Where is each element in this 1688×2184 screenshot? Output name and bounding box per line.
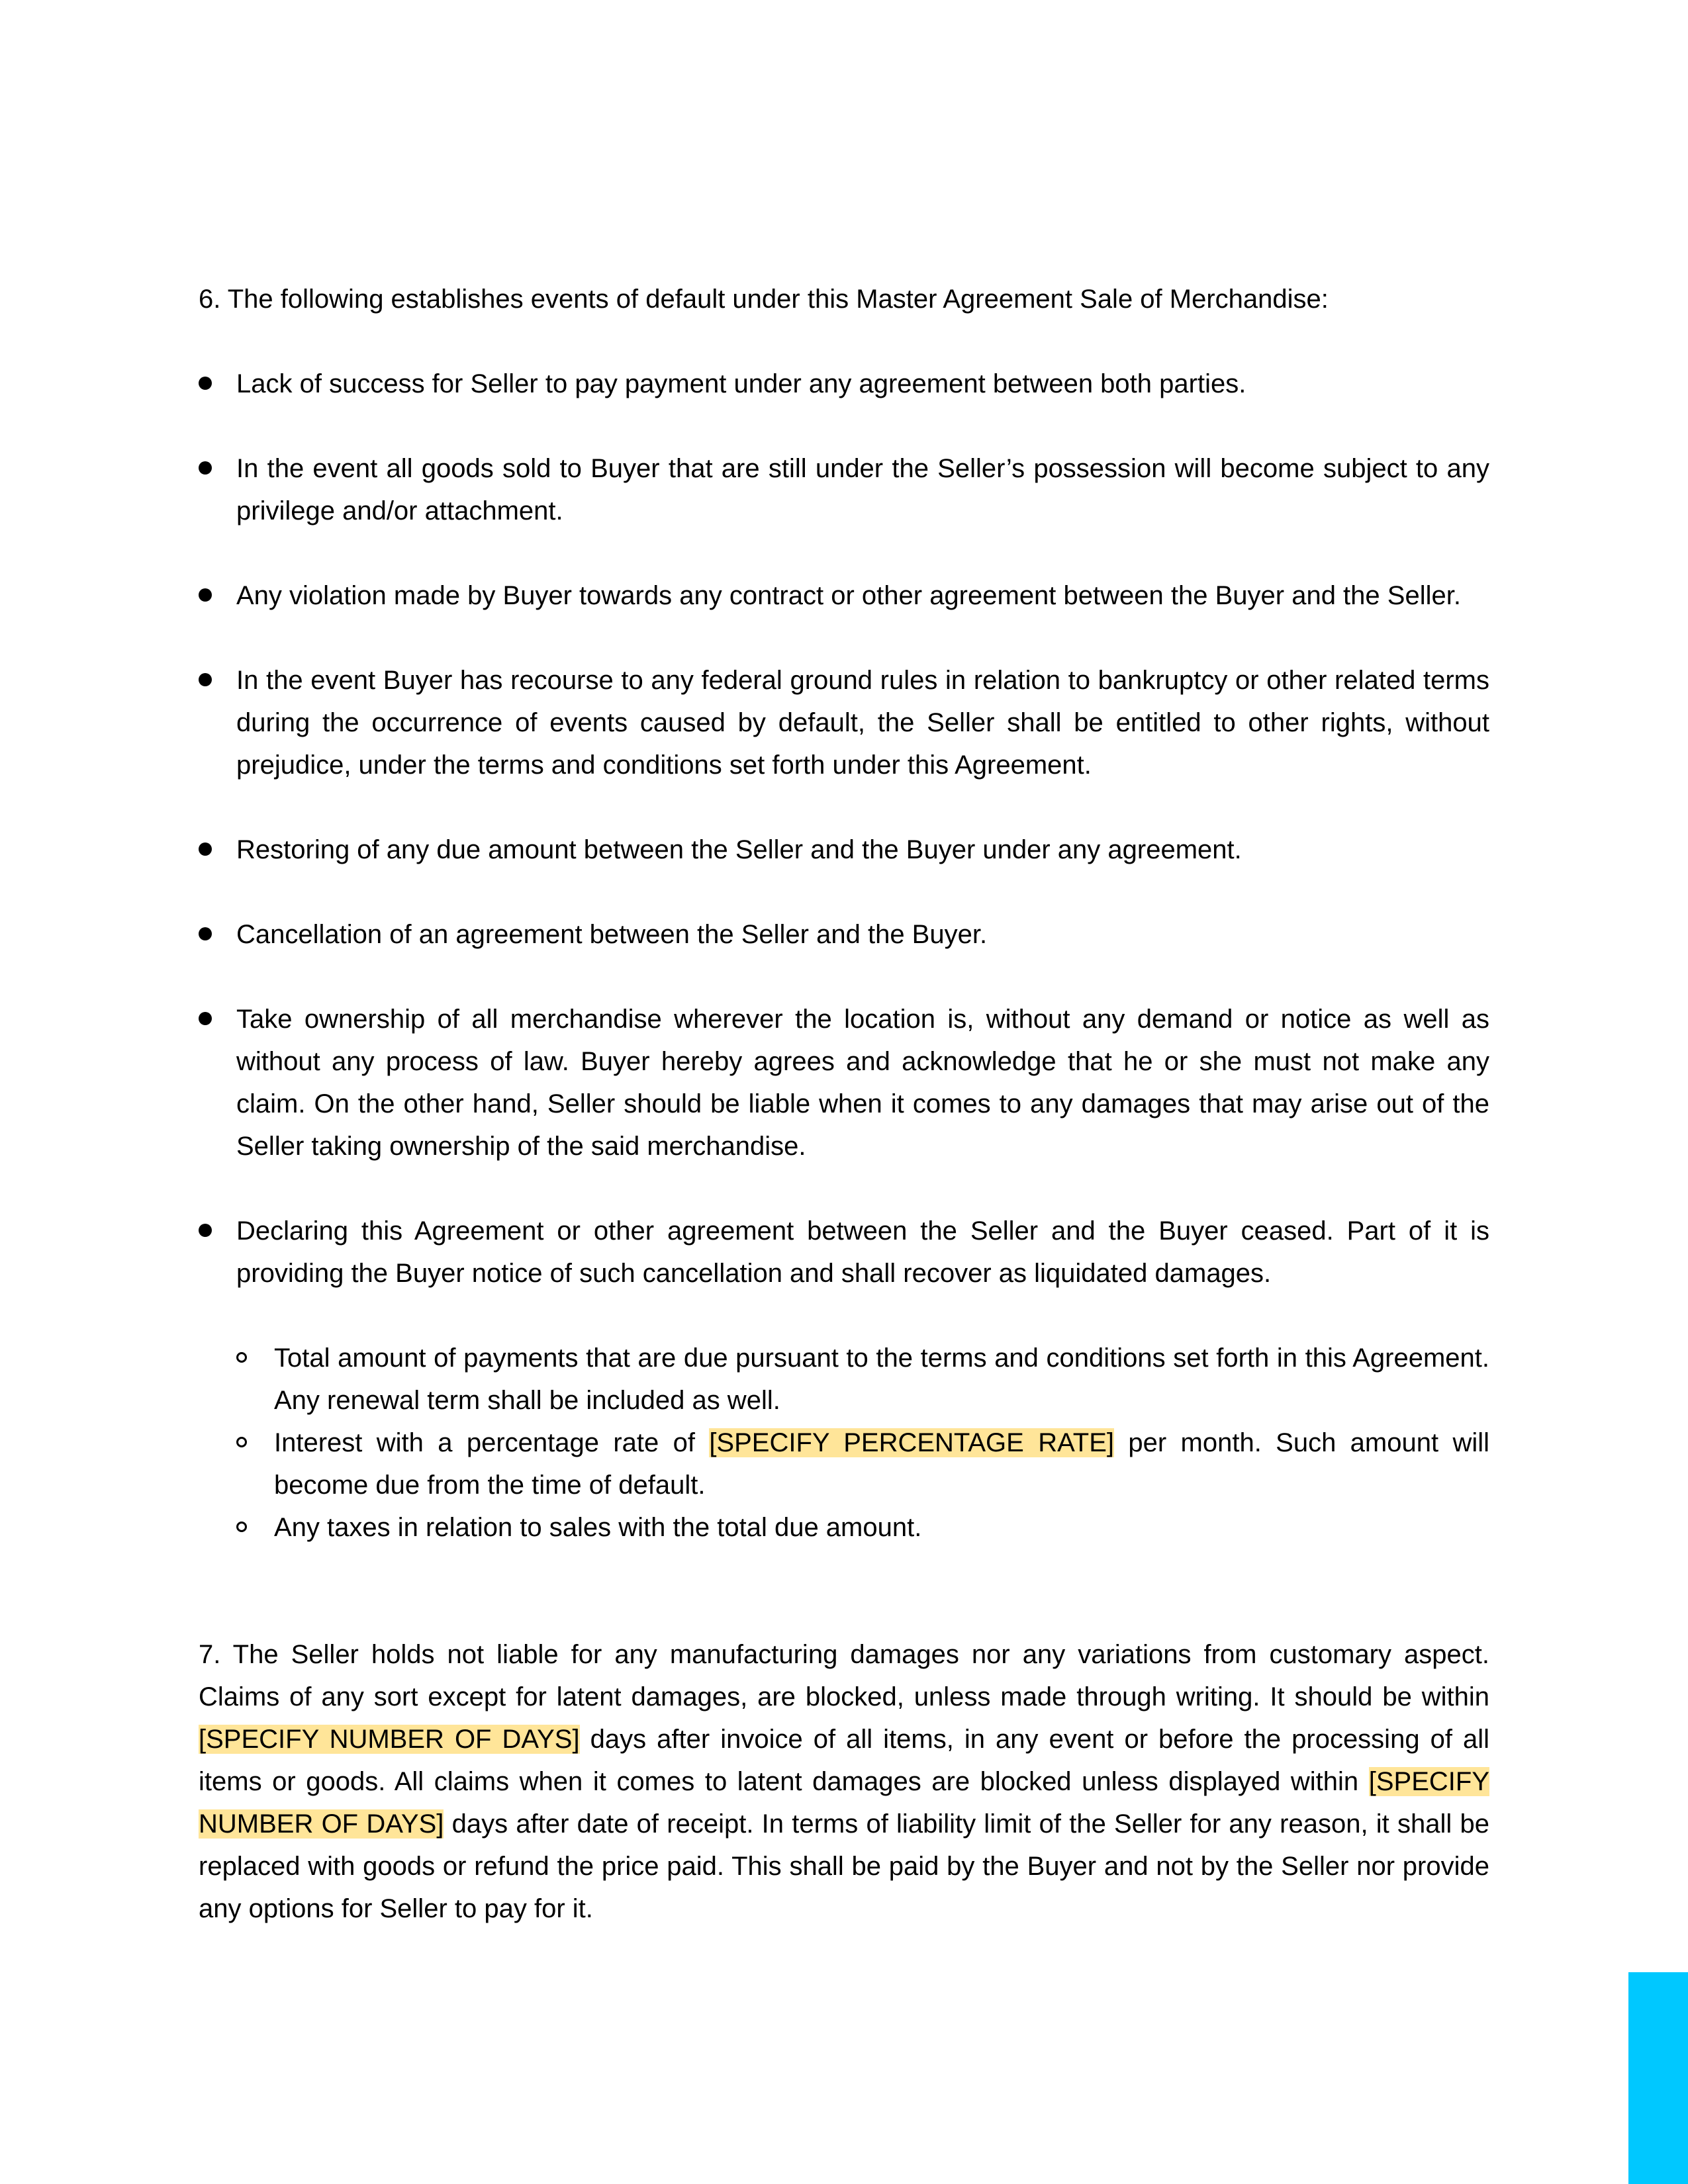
- list-item: [199, 1210, 1489, 1295]
- list-item: [199, 998, 1489, 1167]
- sub-list-item: [236, 1422, 1489, 1506]
- bullet-icon: [199, 913, 225, 956]
- list-item-text: Cancellation of an agreement between the Seller and the Buyer.: [236, 920, 988, 949]
- list-item-text: In the event Buyer has recourse to any federal ground rules in relation to bankruptcy or other related terms during the occurrence of events caused by default, the Seller shall be entitled to other rights, without prejudice, under the terms and conditions set forth under this Agreement.: [236, 666, 1489, 780]
- list-item-text: In the event all goods sold to Buyer that are still under the Seller’s possession will become subject to any privilege and/or attachment.: [236, 454, 1489, 525]
- list-item-text: Restoring of any due amount between the Seller and the Buyer under any agreement.: [236, 835, 1242, 864]
- number-of-days-placeholder: [SPECIFY NUMBER OF DAYS]: [199, 1725, 580, 1754]
- accent-side-bar: [1628, 1972, 1688, 2184]
- liquidated-damages-list: [199, 1337, 1489, 1549]
- bullet-icon: [199, 363, 225, 405]
- list-item-text: Lack of success for Seller to pay payment under any agreement between both parties.: [236, 369, 1246, 398]
- list-item: [199, 659, 1489, 786]
- list-item: [199, 447, 1489, 532]
- list-item-text: Declaring this Agreement or other agreement between the Seller and the Buyer ceased. Part of it is providing the Buyer notice of such cancellation and shall recover as liquidated damages.: [236, 1216, 1489, 1288]
- bullet-icon: [199, 829, 225, 871]
- list-item: [199, 829, 1489, 871]
- circle-bullet-icon: [236, 1422, 263, 1464]
- sub-list-item: [236, 1506, 1489, 1549]
- bullet-icon: [199, 1210, 225, 1252]
- section-6-intro: 6. The following establishes events of default under this Master Agreement Sale of Merchandise:: [199, 285, 1329, 314]
- list-item: [199, 913, 1489, 956]
- sub-list-item-text: Interest with a percentage rate of: [274, 1428, 710, 1457]
- bullet-icon: [199, 998, 225, 1040]
- sub-list-item-text: per month. Such amount will become due from the time of default.: [274, 1428, 1489, 1500]
- section-7-text: days after date of receipt. In terms of liability limit of the Seller for any reason, it shall be replaced with goods or refund the price paid. This shall be paid by the Buyer and not by the Seller nor provide any options for Seller to pay for it.: [199, 1809, 1489, 1923]
- circle-bullet-icon: [236, 1506, 263, 1549]
- bullet-icon: [199, 447, 225, 490]
- percentage-rate-placeholder: [SPECIFY PERCENTAGE RATE]: [709, 1428, 1115, 1457]
- bullet-icon: [199, 659, 225, 702]
- list-item-text: Any violation made by Buyer towards any contract or other agreement between the Buyer and the Seller.: [236, 581, 1461, 610]
- list-item: [199, 363, 1489, 405]
- section-7-text: days after invoice of all items, in any event or before the processing of all items or goods. All claims when it comes to latent damages are blocked unless displayed within: [199, 1725, 1490, 1796]
- bullet-icon: [199, 574, 225, 617]
- document-page: [199, 278, 1489, 1930]
- list-item-text: Take ownership of all merchandise wherever the location is, without any demand or notice as well as without any process of law. Buyer hereby agrees and acknowledge that he or she must not make any claim. On the other hand, Seller should be liable when it comes to any damages that may arise out of the Seller taking ownership of the said merchandise.: [236, 1005, 1489, 1161]
- sub-list-item: [236, 1337, 1489, 1422]
- sub-list-item-text: Total amount of payments that are due pursuant to the terms and conditions set forth in this Agreement. Any renewal term shall be included as well.: [274, 1343, 1489, 1415]
- circle-bullet-icon: [236, 1337, 263, 1379]
- default-events-list: [199, 363, 1489, 1295]
- section-7-text: 7. The Seller holds not liable for any manufacturing damages nor any variations from customary aspect. Claims of any sort except for latent damages, are blocked, unless made through writing. It should be within: [199, 1640, 1489, 1711]
- number-of-days-placeholder: [SPECIFY NUMBER OF DAYS]: [199, 1767, 1489, 1839]
- sub-list-item-text: Any taxes in relation to sales with the total due amount.: [274, 1513, 922, 1542]
- section-7-paragraph: [199, 1633, 1489, 1930]
- list-item: [199, 574, 1489, 617]
